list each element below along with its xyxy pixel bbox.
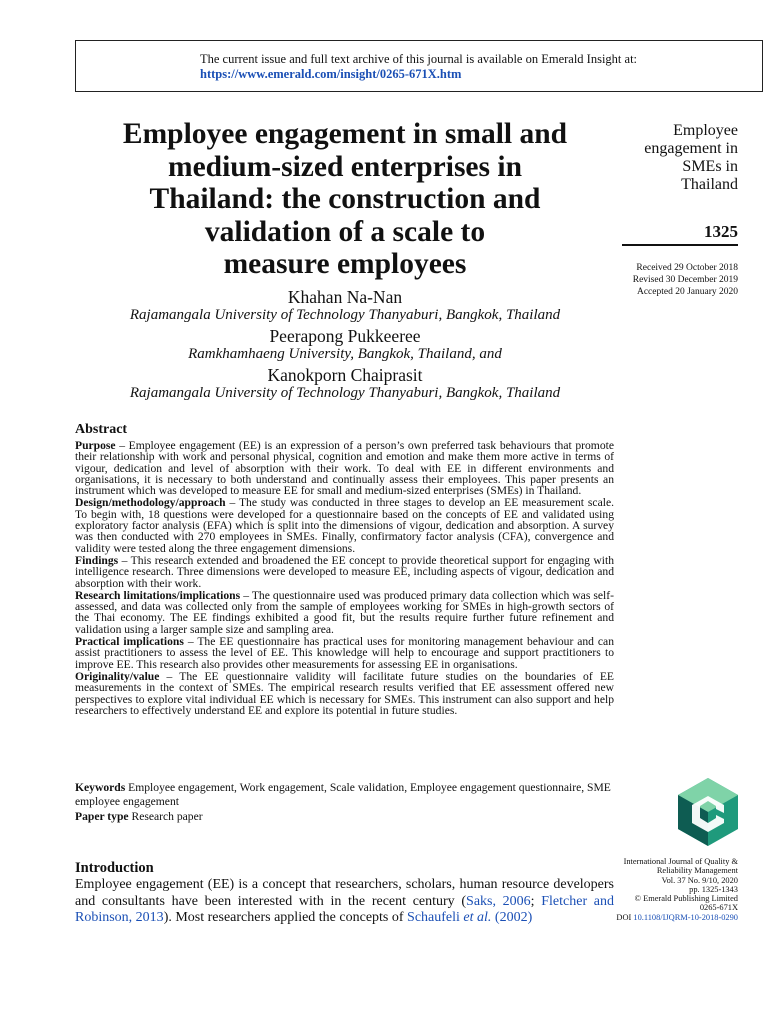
section-text: – The EE questionnaire validity will facilitate future studies on the boundaries of EE measurements in the context of SMEs. The empirical research results verified that EE assessment offered new perspectives to explore vital individual EE which is necessary for SMEs. This instrument can also support and help researchers to effectively understand EE and explore its potential in future studies. (75, 669, 614, 717)
title-line: Thailand: the construction and (149, 183, 541, 215)
author-affiliation: Rajamangala University of Technology Thanyaburi, Bangkok, Thailand (129, 385, 561, 401)
section-label: Research limitations/implications (75, 588, 241, 602)
introduction-heading: Introduction (75, 860, 154, 876)
journal-name: Reliability Management (656, 866, 738, 876)
revised-date: Revised 30 December 2019 (632, 275, 738, 285)
author-affiliation: Ramkhamhaeng University, Bangkok, Thailand, and (188, 346, 502, 362)
section-label: Originality/value (75, 669, 160, 683)
margin-divider (622, 244, 738, 246)
keywords-text: Employee engagement, Work engagement, Scale validation, Employee engagement questionnaire, SME employee engagement (75, 781, 611, 808)
page-number: 1325 (704, 222, 738, 241)
title-line: validation of a scale to (204, 215, 486, 248)
title-line: Employee engagement in small and (122, 118, 568, 150)
section-text: – Employee engagement (EE) is an expression of a person’s own preferred task behaviours that promote their relationship with work and personal physical, cognition and emotion and make them more active in terms of vigour, dedication and level of absorption with their work. To deal with EE in different environments and organisations, it is necessary to both understand and continually assess their employees. This paper presents an instrument which was developed to measure EE for small and medium-sized enterprises (SMEs) in Thailand. (75, 439, 614, 498)
journal-doi (600, 913, 738, 922)
citation-year: (2002) (491, 910, 533, 926)
running-head-line: Thailand (681, 176, 738, 193)
section-text: – The study was conducted in three stages to develop an EE measurement scale. To begin with, 18 questions were developed for a questionnaire based on the concepts of EE and validated using exploratory factor analysis (EFA) which is split into the dimensions of vigour, dedication and absorption. A survey was then conducted with 270 employees in SMEs. Finally, confirmatory factor analysis (CFA), convergence and validity were tested along the three engagement dimensions. (75, 496, 614, 555)
journal-volume: Vol. 37 No. 9/10, 2020 (661, 875, 738, 885)
abstract-practical (75, 636, 614, 670)
abstract-body (75, 440, 614, 717)
keywords-label: Keywords (75, 781, 126, 794)
section-text: – This research extended and broadened the EE concept to provide theoretical support for engaging with intelligence research. Three dimensions were developed to measure EE, including aspects of vigour, dedication and absorption with their work. (75, 553, 614, 590)
intro-text: Employee engagement (EE) is a concept that researchers, scholars, human resource developers and consultants have been interested with in the recent century ( (75, 877, 614, 909)
keywords (75, 781, 620, 809)
journal-issn: 0265-671X (699, 903, 738, 913)
journal-copyright: © Emerald Publishing Limited (634, 894, 738, 904)
section-label: Purpose (75, 439, 116, 452)
section-label: Findings (75, 553, 119, 567)
title-line: medium-sized enterprises in (168, 150, 522, 183)
citation-author: Schaufeli (407, 910, 464, 926)
author-affiliation: Rajamangala University of Technology Thanyaburi, Bangkok, Thailand (129, 307, 561, 323)
author-name: Khahan Na-Nan (287, 287, 403, 307)
doi-link[interactable]: 10.1108/IJQRM-10-2018-0290 (633, 912, 738, 922)
section-text: – The questionnaire used was produced primary data collection which was self-assessed, and data was collected only from the sample of employees working for SMEs in high-growth sectors of the Thai economy. The EE findings exhibited a good fit, but the results require further future refinement and validation using a larger sample size and sampling area. (75, 588, 614, 636)
paper-type (75, 810, 203, 823)
abstract-design (75, 497, 614, 553)
paper-type-value: Research paper (128, 810, 203, 823)
submission-dates (600, 262, 738, 298)
intro-text: ). Most researchers applied the concepts of (163, 910, 408, 926)
introduction-body (75, 877, 614, 927)
abstract-originality (75, 671, 614, 716)
running-head-line: SMEs in (682, 158, 738, 175)
received-date: Received 29 October 2018 (636, 263, 738, 273)
section-label: Practical implications (75, 635, 184, 649)
title-line: measure employees (223, 248, 467, 280)
abstract-heading: Abstract (75, 422, 128, 437)
journal-url-link[interactable]: https://www.emerald.com/insight/0265-671X.htm (200, 67, 462, 81)
journal-info (600, 857, 738, 922)
citation-link[interactable]: Saks, 2006 (466, 893, 531, 909)
running-head (622, 122, 738, 194)
paper-type-label: Paper type (75, 810, 129, 823)
citation-link[interactable]: Fletcher and Robinson, 2013 (75, 893, 615, 926)
citation-etal: et al. (463, 910, 492, 926)
running-head-line: Employee (673, 122, 738, 139)
author-name: Kanokporn Chaiprasit (267, 365, 423, 385)
accepted-date: Accepted 20 January 2020 (636, 287, 738, 297)
abstract-limitations (75, 590, 614, 635)
article-title (70, 118, 620, 281)
intro-text: ; (530, 893, 542, 909)
archive-notice: The current issue and full text archive of this journal is available on Emerald Insight at: (200, 52, 638, 66)
running-head-line: engagement in (644, 140, 738, 157)
publisher-logo-icon (676, 776, 740, 848)
journal-name: International Journal of Quality & (623, 857, 738, 866)
author-name: Peerapong Pukkeeree (269, 326, 421, 346)
section-label: Design/methodology/approach (75, 496, 226, 510)
abstract-purpose (75, 440, 614, 496)
section-text: – The EE questionnaire has practical uses for monitoring management behaviour and can assist practitioners to assess the level of EE. This knowledge will help to encourage and support practitioners to improve EE. This research also provides other measurements for assessing EE in organisations. (75, 635, 614, 671)
citation-link[interactable] (407, 910, 532, 925)
doi-label: DOI (616, 912, 634, 922)
abstract-findings (75, 555, 614, 589)
journal-pages: pp. 1325-1343 (689, 884, 738, 894)
